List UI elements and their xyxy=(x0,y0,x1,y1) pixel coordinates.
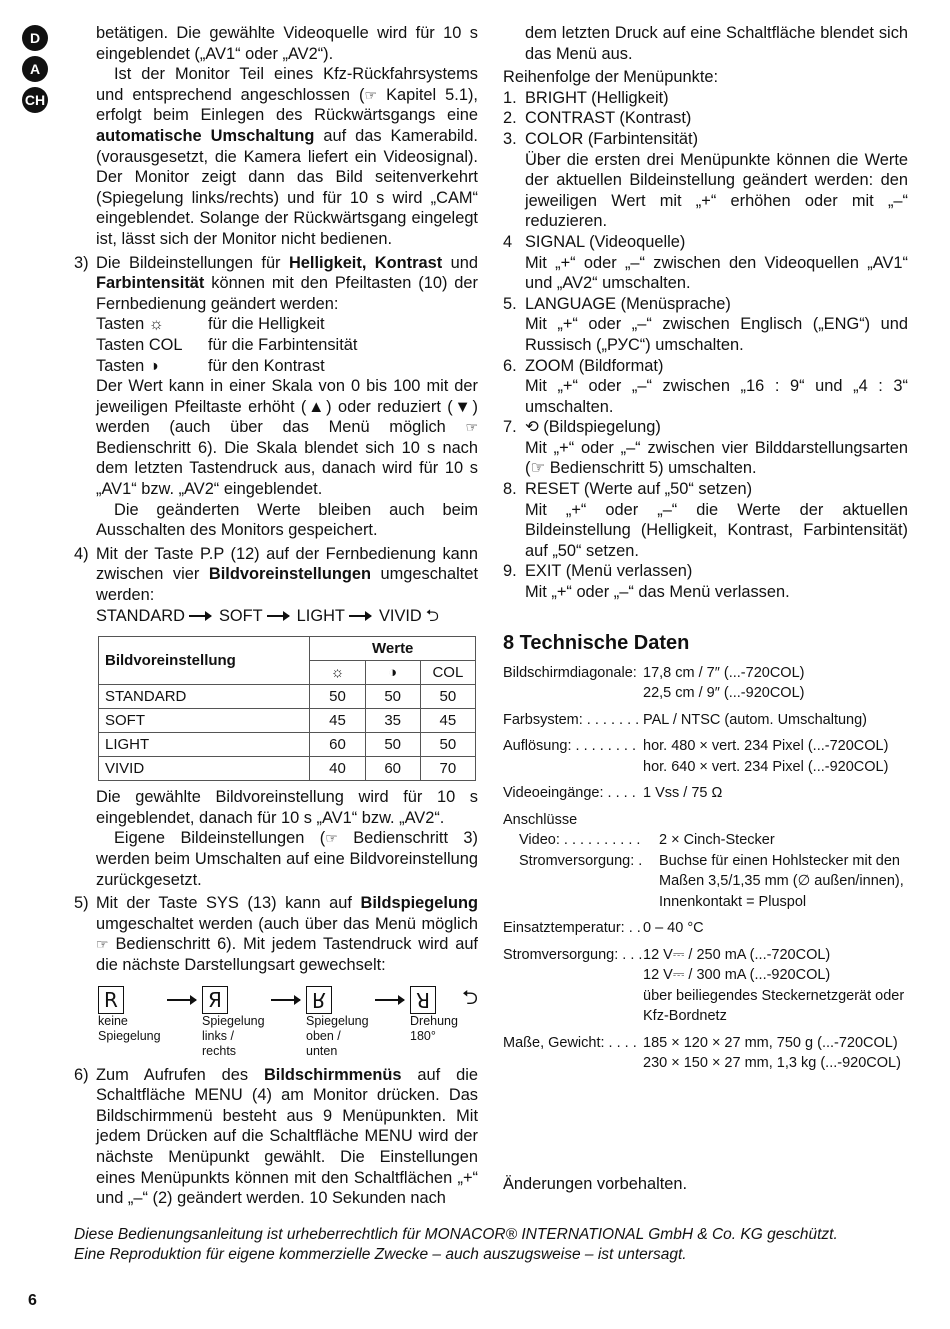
key-row: Tasten COL für die Farbintensität xyxy=(96,335,358,354)
return-arrow-icon: ⮌ xyxy=(461,986,478,1009)
copyright-footer: Diese Bedienungsanleitung ist urheberrechtlich für MONACOR® INTERNATIONAL GmbH & Co. KG geschützt. Eine Reproduktion für eigene kommerzielle Zwecke – auch auszugsweise – ist untersagt. xyxy=(74,1226,838,1263)
spec-row: Auflösung: . . . . . . . . hor. 480 × vert. 234 Pixel (...-720COL) hor. 640 × vert. 234 Pixel (...-920COL) xyxy=(503,738,889,775)
mirror-sequence xyxy=(98,986,478,1059)
spec-row: Stromversorgung: . Buchse für einen Hohlstecker mit den Maßen 3,5/1,35 mm (∅ außen/innen), Innenkontakt = Pluspol xyxy=(519,852,904,910)
preset-table: Bildvoreinstellung Werte ☼ ◑ COL STANDARD 50 50 50 SOFT 45 35 45 LIGHT 60 50 50 VIVID 40 60 70 xyxy=(98,636,476,781)
mirror-mode: R keine Spiegelung xyxy=(98,987,161,1043)
pointing-hand-icon: ☞ xyxy=(465,419,478,436)
step-3: 3) Die Bildeinstellungen für Helligkeit, Kontrast und Farbintensität können mit den Pfeiltasten (10) der Fernbedienung geändert werden: Tasten ☼ für die Helligkeit Tasten COL für die Farbintensität Tasten ◑ für den Kontrast Der Wert kann in einer Skala von 0 bis 100 mit der jeweiligen Pfeiltaste erhöht (▲) oder reduziert (▼) werden (auch über das Menü möglich ☞ Bedienschritt 6). Die Skala blendet sich 10 s nach dem letzten Tastendruck aus, danach wird für 10 s „AV1“ bzw. „AV2“ eingeblendet. Die geänderten Werte bleiben auch beim Ausschalten des Monitors gespeichert. xyxy=(74,253,478,540)
pointing-hand-icon: ☞ xyxy=(364,86,378,103)
intro-paragraph: betätigen. Die gewählte Videoquelle wird für 10 s eingeblendet („AV1“ oder „AV2“). xyxy=(96,24,478,63)
rear-camera-paragraph: Ist der Monitor Teil eines Kfz-Rückfahrsystems und entsprechend angeschlossen (☞ Kapitel 5.1), erfolgt beim Einlegen des Rückwärtsgangs eine automatische Umschaltung auf das Kamerabild. (vorausgesetzt, die Kamera liefert ein Videosignal). Der Monitor zeigt dann das Bild seitenverkehrt (Spiegelung links/rechts) und für 10 s wird „CAM“ eingeblendet. Solange der Rückwärtsgang eingelegt ist, lässt sich der Monitor nicht bedienen. xyxy=(96,65,478,248)
menu-item: 9. EXIT (Menü verlassen) Mit „+“ oder „–“ das Menü verlassen. xyxy=(503,562,790,602)
pointing-hand-icon: ☞ xyxy=(325,830,338,847)
page-number: 6 xyxy=(28,1292,37,1309)
mirror-mode: R Spiegelung oben / unten xyxy=(306,987,369,1058)
table-row: VIVID 40 60 70 xyxy=(99,757,476,781)
arrow-right-icon xyxy=(349,615,371,617)
spec-row: Video: . . . . . . . . . . 2 × Cinch-Stecker xyxy=(519,832,775,849)
key-row: Tasten ☼ für die Helligkeit xyxy=(96,315,325,334)
preset-sequence: STANDARD SOFT LIGHT VIVID ⮌ xyxy=(96,606,439,625)
spec-row: Videoeingänge: . . . . 1 Vss / 75 Ω xyxy=(503,785,723,802)
language-badge-ch: CH xyxy=(22,87,48,113)
menu-list xyxy=(503,88,908,603)
return-arrow-icon: ⮌ xyxy=(425,606,439,625)
spec-row: Farbsystem: . . . . . . . PAL / NTSC (autom. Umschaltung) xyxy=(503,711,868,728)
table-row: STANDARD 50 50 50 xyxy=(99,685,476,709)
step-6: 6) Zum Aufrufen des Bildschirmmenüs auf die Schaltfläche MENU (4) am Monitor drücken. Das Bildschirmmenü besteht aus 9 Menüpunkten. Mit jedem Drücken auf die Schaltfläche MENU wird der nächste Menüpunkt gewählt. Die Einstellungen eines Menüpunkts können mit den Schaltflächen „+“ und „–“ (2) geändert werden. 10 Sekunden nach xyxy=(74,1065,478,1208)
table-row: LIGHT 60 50 50 xyxy=(99,733,476,757)
arrow-right-icon xyxy=(167,999,196,1001)
menu-item: 2. CONTRAST (Kontrast) xyxy=(503,109,692,128)
spec-row: Maße, Gewicht: . . . . 185 × 120 × 27 mm, 750 g (...-720COL) 230 × 150 × 27 mm, 1,3 kg (...-920COL) xyxy=(503,1034,901,1072)
spec-row: Stromversorgung: . . . 12 V⎓ / 250 mA (...-720COL) 12 V⎓ / 300 mA (...-920COL) über beiliegendes Steckernetzgerät oder Kfz-Bordnetz xyxy=(503,946,905,1025)
menu-item: 8. RESET (Werte auf „50“ setzen) Mit „+“ oder „–“ die Werte der aktuellen Bildeinstellung (Helligkeit, Kontrast, Farbintensität) auf „50“ setzen. xyxy=(503,480,908,560)
menu-item: 5. LANGUAGE (Menüsprache) Mit „+“ oder „–“ zwischen Englisch („ENG“) und Russisch („РУС“) umschalten. xyxy=(503,294,908,354)
brightness-icon: ☼ xyxy=(310,661,365,685)
menu-item: 7. ⟲ (Bildspiegelung) Mit „+“ oder „–“ zwischen vier Bilddarstellungsarten (☞ Bedienschritt 5) umschalten. xyxy=(503,418,908,478)
spec-row: Bildschirmdiagonale: 17,8 cm / 7″ (...-720COL) 22,5 cm / 9″ (...-920COL) xyxy=(503,664,805,702)
spec-row: Einsatztemperatur: . . 0 – 40 °C xyxy=(503,920,704,937)
section-heading: 8 Technische Daten xyxy=(503,631,690,654)
mirror-mode: Я Spiegelung links / rechts xyxy=(202,987,265,1058)
changes-note: Änderungen vorbehalten. xyxy=(503,1175,688,1193)
menu-item: 4 SIGNAL (Videoquelle) Mit „+“ oder „–“ zwischen den Videoquellen „AV1“ und „AV2“ umschalten. xyxy=(503,232,908,293)
arrow-right-icon xyxy=(267,615,289,617)
right-column: dem letzten Druck auf eine Schaltfläche blendet sich das Menü aus. Reihenfolge der Menüpunkte: 1. BRIGHT (Helligkeit) 2. CONTRAST (Kontrast) 3. COLOR (Farbintensität) Über die ersten drei Menüpunkte können die Werte der aktuellen Bildeinstellung geändert werden: den jeweiligen Wert mit „+“ erhöhen oder mit „–“ reduzieren. 4 SIGNAL (Videoquelle) Mit „+“ oder „–“ zwischen den Videoquellen „AV1“ und „AV2“ umschalten. 5. LANGUAGE (Menüsprache) Mit „+“ oder „–“ zwischen Englisch („ENG“) und Russisch („РУС“) umschalten. 6. ZOOM (Bildformat) Mit „+“ oder „–“ zwischen „16 : 9“ und „4 : 3“ umschalten. 7. ⟲ (Bildspiegelung) Mit „+“ oder „–“ zwischen vier Bilddarstellungsarten (☞ Bedienschritt 5) umschalten. 8. RESET (Werte auf „50“ setzen) Mit „+“ oder „–“ die Werte der aktuellen Bildeinstellung (Helligkeit, Kontrast, Farbintensität) auf „50“ setzen. 9. EXIT (Menü verlassen) Mit „+“ oder „–“ das Menü verlassen. 8 Technische Daten Bildschirmdiagonale: 17,8 cm / 7″ (...-720COL) 22,5 cm / 9″ (...-920COL) Farbsystem: . . . . . . . PAL / NTSC (autom. Umschaltung) Auflösung: . . . . . . . . hor. 480 × vert. 234 Pixel (...-720COL) hor. 640 × vert. 234 Pixel (...-920COL) Videoeingänge: . . . . 1 Vss / 75 Ω Anschlüsse Video: . . . . . . . . . . 2 × Cinch-Stecker Stromversorgung: . Buchse für einen Hohlstecker mit den Maßen 3,5/1,35 mm (∅ außen/innen), Innenkontakt = Pluspol Einsatztemperatur: . . 0 – 40 °C Stromversorgung: . . . 12 V⎓ / 250 mA (...-720COL) 12 V⎓ / 300 mA (...-920COL) über beiliegendes Steckernetzgerät oder Kfz-Bordnetz Maße, Gewicht: . . . . 185 × 120 × 27 mm, 750 g (...-720COL) 230 × 150 × 27 mm, 1,3 kg (...-920COL) Änderungen vorbehalten. xyxy=(503,24,908,1193)
arrow-right-icon xyxy=(271,999,300,1001)
mirror-mode: R Drehung 180° xyxy=(410,987,458,1043)
table-row: SOFT 45 35 45 xyxy=(99,709,476,733)
step-4: 4) Mit der Taste P.P (12) auf der Fernbedienung kann zwischen vier Bildvoreinstellungen umgeschaltet werden: STANDARD SOFT LIGHT VIVID ⮌ xyxy=(74,544,478,625)
arrow-right-icon xyxy=(375,999,404,1001)
arrow-right-icon xyxy=(189,615,211,617)
language-badge-a: A xyxy=(22,56,48,82)
pointing-hand-icon: ☞ xyxy=(96,936,109,953)
language-badge-d: D xyxy=(22,25,48,51)
left-column: betätigen. Die gewählte Videoquelle wird für 10 s eingeblendet („AV1“ oder „AV2“). Ist der Monitor Teil eines Kfz-Rückfahrsystems und entsprechend angeschlossen (☞ Kapitel 5.1), erfolgt beim Einlegen des Rückwärtsgangs eine automatische Umschaltung auf das Kamerabild. (vorausgesetzt, die Kamera liefert ein Videosignal). Der Monitor zeigt dann das Bild seitenverkehrt (Spiegelung links/rechts) und für 10 s wird „CAM“ eingeblendet. Solange der Rückwärtsgang eingelegt ist, lässt sich der Monitor nicht bedienen. 3) Die Bildeinstellungen für Helligkeit, Kontrast und Farbintensität können mit den Pfeiltasten (10) der Fernbedienung geändert werden: Tasten ☼ für die Helligkeit Tasten COL für die Farbintensität Tasten ◑ für den Kontrast Der Wert kann in einer Skala von 0 bis 100 mit der jeweiligen Pfeiltaste erhöht (▲) oder reduziert (▼) werden (auch über das Menü möglich ☞ Bedienschritt 6). Die Skala blendet sich 10 s nach dem letzten Tastendruck aus, danach wird für 10 s „AV1“ bzw. „AV2“ eingeblendet. Die geänderten Werte bleiben auch beim Ausschalten des Monitors gespeichert. 4) Mit der Taste P.P (12) auf der Fernbedienung kann zwischen vier Bildvoreinstellungen umgeschaltet werden: STANDARD SOFT LIGHT VIVID ⮌ Bildvoreinstellung Werte ☼ ◑ COL STANDARD 50 50 50 SOFT 45 35 45 LIGHT 60 50 50 VIVID 40 60 70 Die gewählte Bildvoreinstellung wird für 10 s eingeblendet, danach für 10 s „AV1“ bzw. „AV2“. Eigene Bildeinstellungen (☞ Bedienschritt 3) werden beim Umschalten auf eine Bildvoreinstellung zurückgesetzt. 5) Mit der Taste SYS (13) kann auf Bildspiegelung umgeschaltet werden (auch über das Menü möglich ☞ Bedienschritt 6). Mit jedem Tastendruck wird auf die nächste Darstellungsart gewechselt: R keine Spiegelung Я Spiegelung links / rechts R Spiegelung oben / unten R Drehung 180° ⮌ 6) Zum Aufrufen des Bildschirmmenüs auf die Schaltfläche MENU (4) am Monitor drücken. Das Bildschirmmenü besteht aus 9 Menüpunkten. Mit jedem Drücken auf die Schaltfläche MENU wird der nächste Menüpunkt gewählt. Die Einstellungen eines Menüpunkts können mit den Schaltflächen „+“ und „–“ (2) geändert werden. 10 Sekunden nach xyxy=(74,24,478,1208)
step-5: 5) Mit der Taste SYS (13) kann auf Bildspiegelung umgeschaltet werden (auch über das Menü möglich ☞ Bedienschritt 6). Mit jedem Tastendruck wird auf die nächste Darstellungsart gewechselt: xyxy=(74,894,478,974)
menu-item: 3. COLOR (Farbintensität) Über die ersten drei Menüpunkte können die Werte der aktuellen Bildeinstellung geändert werden: den jeweiligen Wert mit „+“ erhöhen oder mit „–“ reduzieren. xyxy=(503,129,908,231)
spec-row: Anschlüsse xyxy=(503,811,578,828)
menu-item: 6. ZOOM (Bildformat) Mit „+“ oder „–“ zwischen „16 : 9“ und „4 : 3“ umschalten. xyxy=(503,356,908,416)
key-row: Tasten ◑ für den Kontrast xyxy=(96,356,325,375)
contrast-icon: ◑ xyxy=(365,661,420,685)
menu-item: 1. BRIGHT (Helligkeit) xyxy=(503,88,669,107)
spec-list xyxy=(503,663,908,1074)
